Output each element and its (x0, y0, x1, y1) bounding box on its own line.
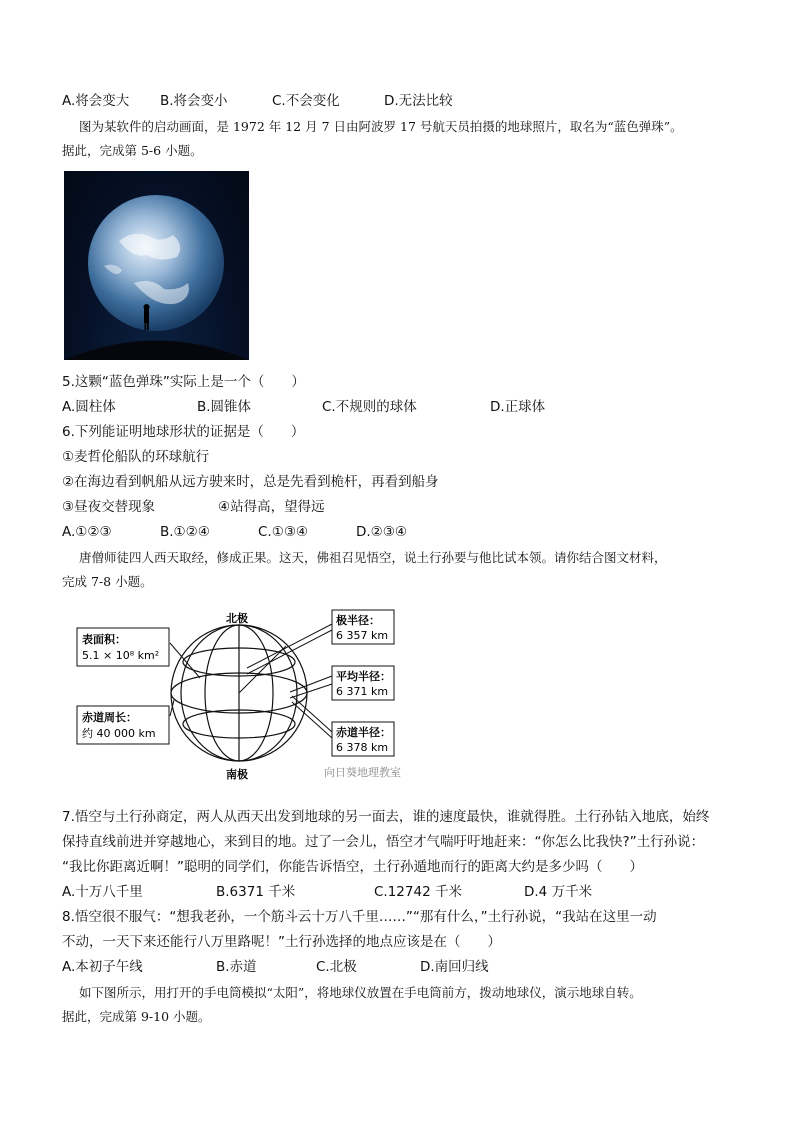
equator-length-value: 约 40 000 km (82, 727, 156, 740)
intro-9-10-line2: 据此，完成第 9-10 小题。 (62, 1009, 211, 1024)
polar-radius-label: 极半径： (336, 614, 380, 627)
equator-length-label: 赤道周长： (82, 711, 137, 724)
north-pole-label: 北极 (226, 612, 248, 625)
q6-option-d: D.②③④ (356, 524, 407, 540)
q7-option-a: A.十万八千里 (62, 884, 143, 900)
q7-line1: 7.悟空与土行孙商定，两人从西天出发到地球的另一面去，谁的速度最快，谁就得胜。土行孙钻入地底，始终 (62, 809, 710, 825)
polar-radius-value: 6 357 km (336, 629, 389, 642)
equatorial-radius-label: 赤道半径： (336, 726, 391, 739)
q4-option-b: B.将会变小 (160, 93, 228, 109)
earth-photo (64, 171, 249, 360)
q6-item-4: ④站得高，望得远 (218, 499, 325, 515)
q6-option-b: B.①②④ (160, 524, 210, 540)
globe (171, 625, 307, 761)
south-pole-label: 南极 (226, 768, 248, 781)
q8-line1: 8.悟空很不服气：“想我老孙，一个筋斗云十万八千里……”“那有什么，”土行孙说，“我站在这里一动 (62, 909, 657, 925)
q7-option-b: B.6371 千米 (216, 884, 296, 900)
q5-option-a: A.圆柱体 (62, 399, 116, 415)
mean-radius-value: 6 371 km (336, 685, 389, 698)
q7-option-c: C.12742 千米 (374, 884, 462, 900)
q4-option-a: A.将会变大 (62, 93, 130, 109)
intro-5-6-line2: 据此，完成第 5-6 小题。 (62, 143, 203, 158)
watermark: 向日葵地理教室 (324, 766, 401, 779)
q6-item-2: ②在海边看到帆船从远方驶来时，总是先看到桅杆，再看到船身 (62, 474, 439, 490)
q4-option-c: C.不会变化 (272, 93, 340, 109)
intro-7-8-line2: 完成 7-8 小题。 (62, 574, 153, 589)
q5-stem: 5.这颗“蓝色弹珠”实际上是一个（ ） (62, 374, 305, 390)
q6-option-c: C.①③④ (258, 524, 309, 540)
earth-dimensions-diagram (74, 608, 404, 784)
q8-option-b: B.赤道 (216, 959, 257, 975)
intro-5-6-line1: 图为某软件的启动画面，是 1972 年 12 月 7 日由阿波罗 17 号航天员拍摄的地球照片，取名为“蓝色弹珠”。 (79, 119, 683, 134)
q8-option-d: D.南回归线 (420, 959, 489, 975)
earth-photo-image (64, 171, 249, 360)
q6-item-1: ①麦哲伦船队的环球航行 (62, 449, 210, 465)
mean-radius-label: 平均半径： (336, 670, 391, 683)
surface-area-value: 5.1 × 10⁸ km² (82, 649, 160, 662)
q6-item-3: ③昼夜交替现象 (62, 499, 156, 515)
q7-option-d: D.4 万千米 (524, 884, 593, 900)
q4-option-d: D.无法比较 (384, 93, 453, 109)
q6-stem: 6.下列能证明地球形状的证据是（ ） (62, 424, 305, 440)
q8-option-a: A.本初子午线 (62, 959, 143, 975)
q7-line2: 保持直线前进并穿越地心，来到目的地。过了一会儿，悟空才气喘吁吁地赶来：“你怎么比我快?”土行孙说： (62, 834, 705, 850)
q7-line3: “我比你距离近啊！”聪明的同学们，你能告诉悟空，土行孙遁地而行的距离大约是多少吗（ ） (62, 859, 643, 875)
q8-line2: 不动，一天下来还能行八万里路呢！”土行孙选择的地点应该是在（ ） (62, 934, 501, 950)
surface-area-label: 表面积： (82, 633, 126, 646)
q5-option-c: C.不规则的球体 (322, 399, 417, 415)
intro-9-10-line1: 如下图所示，用打开的手电筒模拟“太阳”，将地球仪放置在手电筒前方，拨动地球仪，演示地球自转。 (79, 985, 642, 1000)
q5-option-d: D.正球体 (490, 399, 546, 415)
q8-option-c: C.北极 (316, 959, 357, 975)
intro-7-8-line1: 唐僧师徒四人西天取经，修成正果。这天，佛祖召见悟空，说土行孙要与他比试本领。请你结合图文材料， (79, 550, 667, 565)
q5-option-b: B.圆锥体 (197, 399, 252, 415)
equatorial-radius-value: 6 378 km (336, 741, 389, 754)
q6-option-a: A.①②③ (62, 524, 112, 540)
